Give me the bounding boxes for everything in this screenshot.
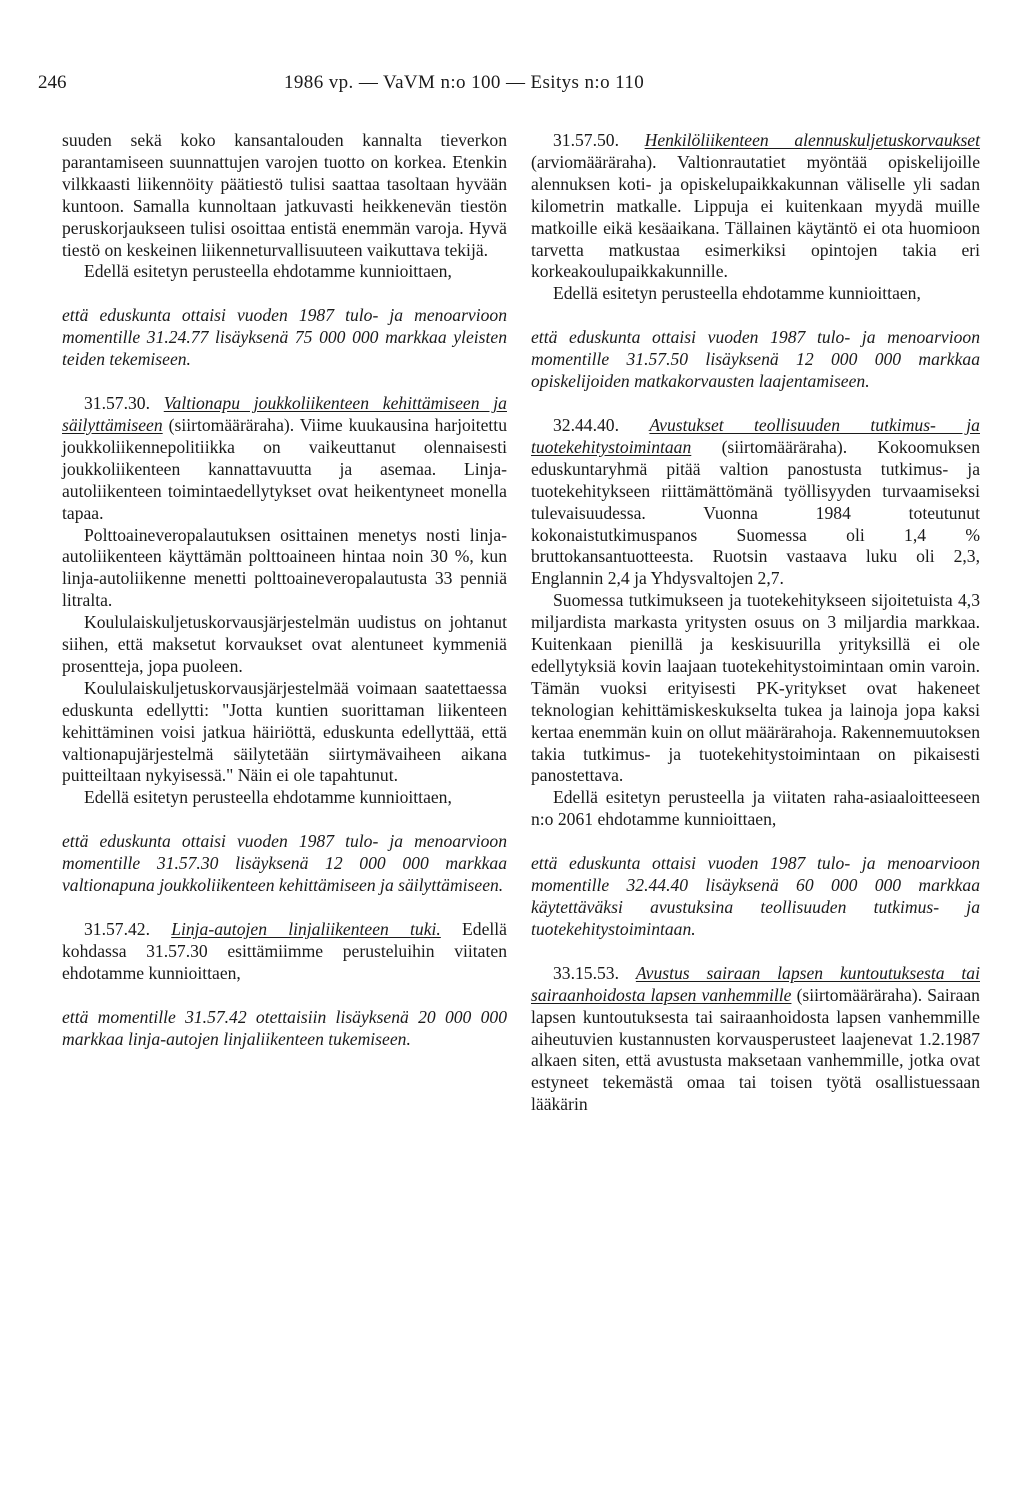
- section-paragraph: [531, 415, 980, 590]
- proposal: että eduskunta ottaisi vuoden 1987 tulo- ja menoarvioon momentille 32.44.40 lisäyksenä 60 000 000 markkaa käytettäväksi avustuksina teollisuuden tutkimus- ja tuotekehitystoimintaan.: [531, 853, 980, 939]
- section-paragraph: [62, 919, 507, 985]
- section-number: 31.57.42.: [84, 919, 150, 939]
- section-title: Linja-autojen linjaliikenteen tuki.: [171, 919, 441, 939]
- proposal: että eduskunta ottaisi vuoden 1987 tulo- ja menoarvioon momentille 31.57.50 lisäyksenä 12 000 000 markkaa opiskelijoiden matkakorvausten laajentamiseen.: [531, 327, 980, 392]
- section-text: (siirtomääräraha). Sairaan lapsen kuntoutuksesta tai sairaanhoidosta lapsen vanhemmille aiheutuvien kustannusten korvausperusteet laajenevat 1.2.1987 alkaen siten, että avustusta maksetaan vanhemmille, jotka ovat estyneet tekemästä omaa tai toisen työtä osallistuessaan lääkärin: [531, 984, 980, 1115]
- section-number: 33.15.53.: [553, 962, 619, 983]
- section-title: Avustus sairaan lapsen kuntoutuksesta tai sairaanhoidosta lapsen vanhemmille: [531, 962, 980, 1005]
- paragraph: Polttoaineveropalautuksen osittainen menetys nosti linja-autoliikenteen käyttämän polttoaineen hintaa noin 30 %, kun linja-autoliikenne menetti polttoaineveropalautusta 33 penniä litralta.: [62, 524, 507, 611]
- section-number: 32.44.40.: [553, 414, 619, 435]
- section-text: (siirtomääräraha). Viime kuukausina harjoitettu joukkoliikennepolitiikka on vaikeuttanut olennaisesti joukkoliikenteen kannattavuutta ja asemaa. Linja-autoliikenteen toimintaedellytykset ovat heikentyneet monella tapaa.: [62, 414, 507, 523]
- running-head: 1986 vp. — VaVM n:o 100 — Esitys n:o 110: [284, 72, 645, 93]
- paragraph: Edellä esitetyn perusteella ehdotamme kunnioittaen,: [84, 787, 452, 808]
- right-column: [531, 130, 980, 1116]
- paragraph: Suomessa tutkimukseen ja tuotekehitykseen sijoitetuista 4,3 miljardista markasta yritysten osuus on 3 miljardia markkaa. Kuitenkaan pienillä ja keskisuurilla yrityksillä ei ole edellytyksiä kovin laajaan tuotekehitystoimintaan omin varoin. Tämän vuoksi erityisesti PK-yritykset ovat hakeneet teknologian kehittämiskeskukselta tukea ja lainoja jopa kaksi kertaa enemmän kuin on ollut määrärahoja. Rakennemuutoksen takia tutkimus- ja tuotekehitystoimintaan on pikaisesti panostettava.: [531, 590, 980, 786]
- paragraph: Koululaiskuljetuskorvausjärjestelmän uudistus on johtanut siihen, että maksetut korvaukset ovat alentuneet kymmeniä prosentteja, jopa puoleen.: [62, 612, 507, 676]
- proposal: että eduskunta ottaisi vuoden 1987 tulo- ja menoarvioon momentille 31.24.77 lisäyksenä 75 000 000 markkaa yleisten teiden tekemiseen.: [62, 305, 507, 370]
- proposal: että momentille 31.57.42 otettaisiin lisäyksenä 20 000 000 markkaa linja-autojen linjaliikenteen tukemiseen.: [62, 1006, 507, 1049]
- paragraph: Edellä esitetyn perusteella ja viitaten raha-asiaaloitteeseen n:o 2061 ehdotamme kunnioittaen,: [531, 787, 980, 830]
- section-paragraph: [531, 963, 980, 1116]
- section-title: Valtionapu joukkoliikenteen kehittämiseen ja säilyttämiseen: [62, 393, 507, 435]
- section-text: Edellä kohdassa 31.57.30 esittämiimme perusteluihin viitaten ehdotamme kunnioittaen,: [62, 919, 507, 983]
- section-paragraph: [531, 130, 980, 283]
- section-text: (siirtomääräraha). Kokoomuksen eduskuntaryhmä pitää valtion panostusta tutkimus- ja tuotekehitykseen riittämättömänä työllisyyden turvaamiseksi tulevaisuudessa. Vuonna 1984 toteutunut kokonaistutkimuspanos Suomessa oli 1,4 % bruttokansantuotteesta. Ruotsin vastaava luku oli 2,3, Englannin 2,4 ja Yhdysvaltojen 2,7.: [531, 436, 980, 589]
- section-paragraph: [62, 393, 507, 524]
- paragraph: Edellä esitetyn perusteella ehdotamme kunnioittaen,: [553, 283, 921, 304]
- section-number: 31.57.30.: [84, 393, 150, 414]
- page-number: 246: [38, 72, 67, 93]
- paragraph: suuden sekä koko kansantalouden kannalta tieverkon parantamiseen suunnattujen varojen tuotto on korkea. Etenkin vilkkaasti liikennöity päätiestö tulisi saattaa tasoltaan hyvään kuntoon. Samalla kunnoltaan jatkuvasti heikkenevän tiestön peruskorjaukseen tulisi osoittaa entistä enemmän varoja. Hyvä tiestö on keskeinen liikenneturvallisuuteen vaikuttava tekijä.: [62, 130, 507, 260]
- section-title: Henkilöliikenteen alennuskuljetuskorvaukset: [644, 130, 980, 150]
- left-column: [62, 130, 507, 1051]
- section-title: Avustukset teollisuuden tutkimus- ja tuotekehitystoimintaan: [531, 414, 980, 457]
- page-header: [38, 72, 988, 100]
- proposal: että eduskunta ottaisi vuoden 1987 tulo- ja menoarvioon momentille 31.57.30 lisäyksenä 12 000 000 markkaa valtionapuna joukkoliikenteen kehittämiseen ja säilyttämiseen.: [62, 831, 507, 896]
- paragraph: Edellä esitetyn perusteella ehdotamme kunnioittaen,: [84, 261, 452, 282]
- section-number: 31.57.50.: [553, 130, 619, 150]
- paragraph: Koululaiskuljetuskorvausjärjestelmää voimaan saatettaessa eduskunta edellytti: "Jotta kuntien suorittaman liikenteen kehittäminen voisi jatkua häiriöttä, eduskunta edellyttää, että valtionapujärjestelmä säilytetään siirtymävaiheen aikana puitteiltaan nykyisessä." Näin ei ole tapahtunut.: [62, 677, 507, 786]
- section-text: (arviomääräraha). Valtionrautatiet myöntää opiskelijoille alennuksen koti- ja opiskelupaikkakunnan väliselle yli sadan kilometrin matkalle. Lippuja ei kuitenkaan myydä muille matkoille eikä kesäaikana. Tällainen käytäntö ei ota huomioon tarvetta matkustaa esimerkiksi opintojen takia eri korkeakoulupaikkakunnille.: [531, 151, 980, 282]
